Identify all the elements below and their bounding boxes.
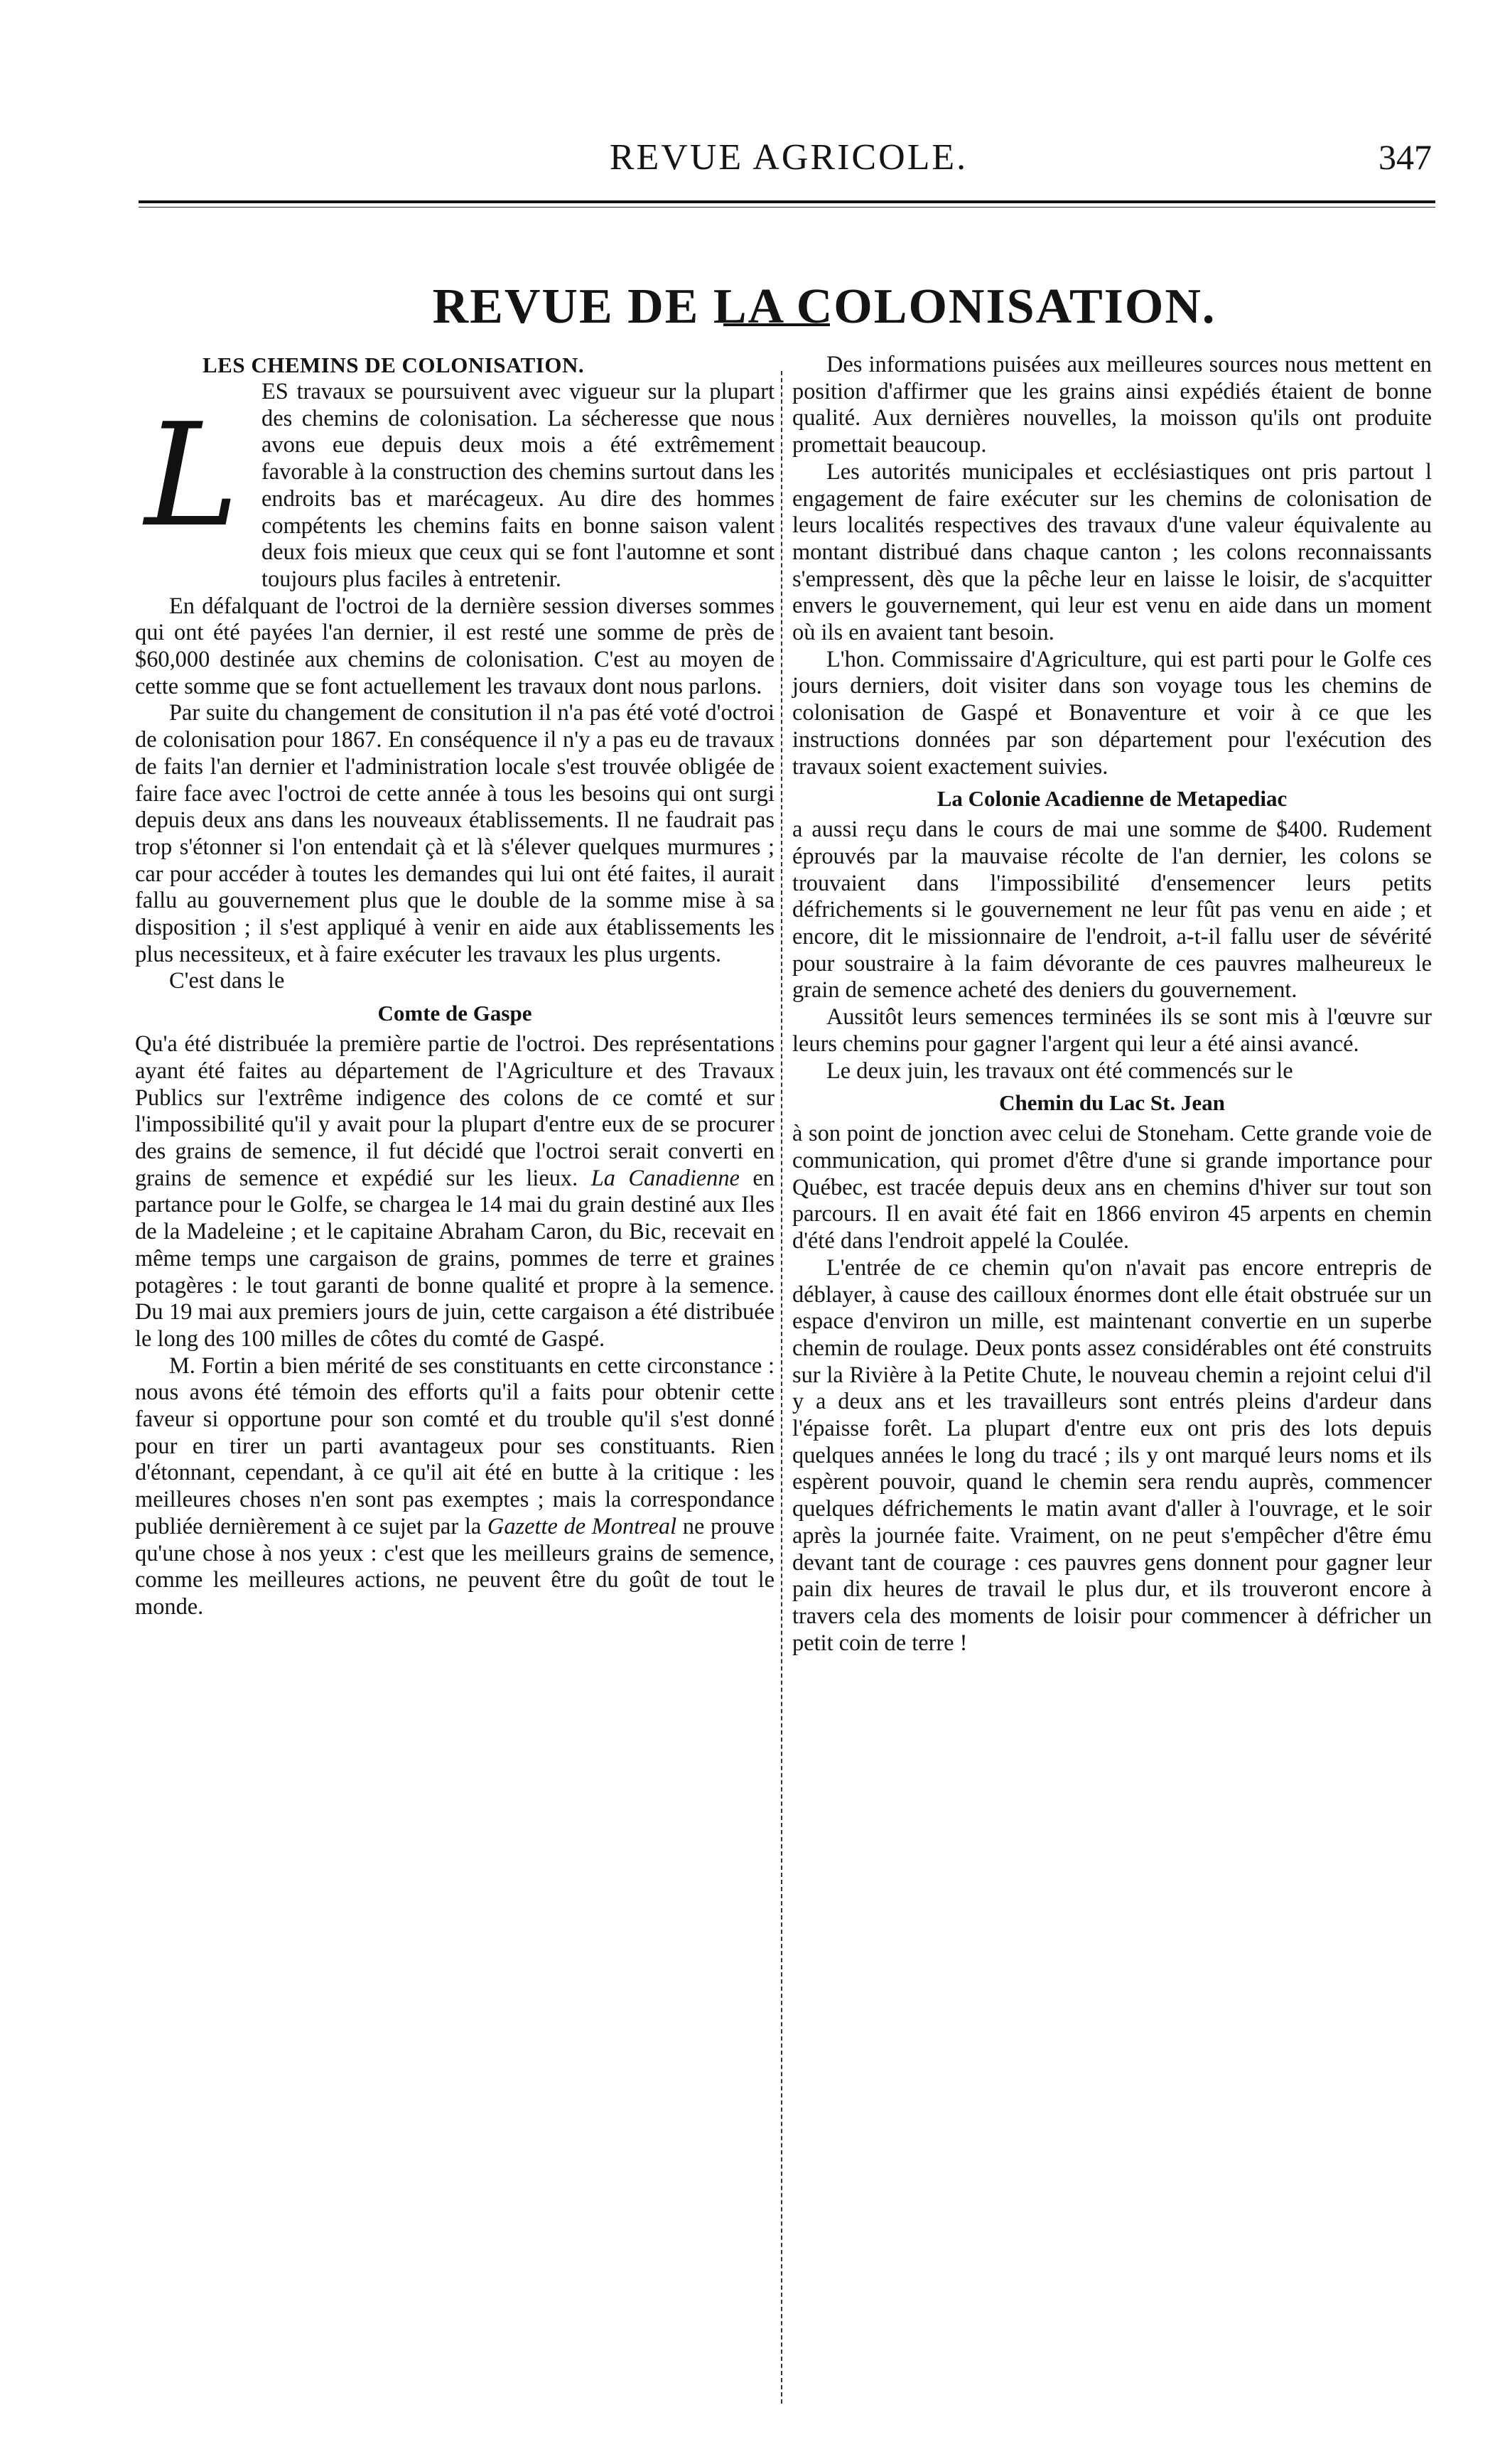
right-paragraph-6: Le deux juin, les travaux ont été commencés sur le	[826, 1058, 1293, 1084]
opening-paragraph: ES travaux se poursuivent avec vigueur sur la plupart des chemins de colonisation. La sécheresse que nous avons eue depuis deux mois a été extrêmement favorable à la construction des chemins surtout dans les endroits bas et marécageux. Au dire des hommes compétents les chemins faits en bonne saison valent deux fois mieux que ceux qui se font l'automne et sont toujours plus faciles à entretenir.	[261, 379, 775, 592]
left-paragraph-5	[135, 1031, 775, 1352]
left-column	[135, 352, 775, 1621]
ship-name: La Canadienne	[590, 1165, 740, 1191]
title-rule	[723, 323, 830, 326]
ornamental-drop-cap: L	[144, 393, 239, 559]
column-divider	[781, 371, 782, 2404]
left-paragraph-6-continuation: ne prouve qu'une chose à nos yeux : c'est que les meilleurs grains de semence, comme les meilleures actions, ne peuvent être du goût de tout le monde.	[135, 1513, 775, 1620]
subheading-colonie-acadienne: La Colonie Acadienne de Metapediac	[937, 786, 1288, 812]
header-rule	[139, 200, 1435, 203]
page-header	[146, 135, 1432, 199]
right-paragraph-5: Aussitôt leurs semences terminées ils se sont mis à l'œuvre sur leurs chemins pour gagner l'argent qui leur a été ainsi avancé.	[792, 1004, 1432, 1057]
section-title: REVUE DE LA COLONISATION.	[432, 279, 1216, 334]
newspaper-name: Gazette de Montreal	[487, 1513, 677, 1539]
right-paragraph-8: L'entrée de ce chemin qu'on n'avait pas encore entrepris de déblayer, à cause des cailloux énormes dont elle était obstruée sur un espace d'environ un mille, est maintenant convertie en un superbe chemin de roulage. Deux ponts assez considérables ont été construits sur la Rivière à la Petite Chute, le nouveau chemin a rejoint celui d'il y a deux ans et les travailleurs sont entrés pleins d'ardeur dans l'épaisse forêt. La plupart d'entre eux ont pris des lots depuis quelques années le long du tracé ; ils y ont marqué leurs noms et ils espèrent pouvoir, quand le chemin sera rendu auprès, commencer quelques défrichements le matin avant d'aller à l'ouvrage, et le soir après la journée faite. Vraiment, on ne peut s'empêcher d'être ému devant tant de courage : ces pauvres gens donnent pour gagner leur pain dix heures de travail le plus dur, et ils trouveront encore à travers cela des moments de loisir pour commencer à défricher un petit coin de terre !	[792, 1254, 1432, 1656]
right-paragraph-3: L'hon. Commissaire d'Agriculture, qui est parti pour le Golfe ces jours derniers, doit visiter dans son voyage tous les chemins de colonisation de Gaspé et Bonaventure et voir à ce que les instructions données par son département pour l'exécution des travaux soient exactement suivies.	[792, 646, 1432, 780]
right-paragraph-1: Des informations puisées aux meilleures sources nous mettent en position d'affirmer que les grains ainsi expédiés étaient de bonne qualité. Aux dernières nouvelles, la moisson qu'ils ont produite promettait beaucoup.	[792, 352, 1432, 458]
left-paragraph-3: Par suite du changement de consitution il n'a pas été voté d'octroi de colonisation pour 1867. En conséquence il n'y a pas eu de travaux de faits l'an dernier et l'administration locale s'est trouvée obligée de faire face avec l'octroi de cette année à tous les besoins qui ont surgi depuis deux ans dans les nouveaux établissements. Il ne faudrait pas trop s'étonner si l'on entendait çà et là s'élever quelques murmures ; car pour accéder à toutes les demandes qui lui ont été faites, il aurait fallu au gouvernement plus que le double de la somme mise à sa disposition ; il s'est appliqué à venir en aide aux établissements les plus necessiteux, et à faire exécuter les travaux les plus urgents.	[135, 700, 775, 967]
right-paragraph-7: à son point de jonction avec celui de Stoneham. Cette grande voie de communication, qui promet d'être d'une si grande importance pour Québec, est tracée depuis deux ans en chemins d'hiver sur tout son parcours. Il en avait été fait en 1866 environ 45 arpents en chemin d'été dans l'endroit appelé la Coulée.	[792, 1121, 1432, 1254]
subheading-chemin-du-lac-st-jean: Chemin du Lac St. Jean	[999, 1090, 1225, 1116]
header-rule-secondary	[139, 207, 1435, 208]
left-paragraph-6	[135, 1353, 775, 1621]
right-column	[792, 352, 1432, 1657]
right-paragraph-2: Les autorités municipales et ecclésiastiques ont pris partout l engagement de faire exécuter sur les chemins de colonisation de leurs localités respectives des travaux d'une valeur équivalente au montant distribué dans chaque canton ; les colons reconnaissants s'empressent, dès que la pêche leur en laisse le loisir, de s'acquitter envers le gouvernement, qui leur est venu en aide dans un moment où ils en avaient tant besoin.	[792, 458, 1432, 646]
right-paragraph-4: a aussi reçu dans le cours de mai une somme de $400. Rudement éprouvés par la mauvaise récolte de l'an dernier, les colons se trouvaient dans l'impossibilité d'ensemencer leurs petits défrichements si le gouvernement ne leur fût pas venu en aide ; et encore, dit le missionnaire de l'endroit, a-t-il fallu user de sévérité pour soustraire à la faim dévorante de ces pauvres malheureux le grain de semence acheté des deniers du gouvernement.	[792, 817, 1432, 1004]
subheading-comte-de-gaspe: Comte de Gaspe	[377, 1001, 532, 1026]
left-paragraph-2: En défalquant de l'octroi de la dernière session diverses sommes qui ont été payées l'an dernier, il est resté une somme de près de $60,000 destinée aux chemins de colonisation. C'est au moyen de cette somme que se font actuellement les travaux dont nous parlons.	[135, 593, 775, 699]
left-paragraph-4: C'est dans le	[169, 968, 285, 994]
running-title: REVUE AGRICOLE.	[609, 137, 968, 178]
left-paragraph-5-continuation: en partance pour le Golfe, se chargea le 14 mai du grain destiné aux Iles de la Madeleine ; et le capitaine Abraham Caron, du Bic, recevait en même temps une cargaison de grains, pommes de terre et graines potagères : le tout garanti de bonne qualité et propre à la semence. Du 19 mai aux premiers jours de juin, cette cargaison a été distribuée le long des 100 milles de côtes du comté de Gaspé.	[135, 1165, 775, 1352]
page-number: 347	[1378, 137, 1432, 177]
left-paragraph-6-text: M. Fortin a bien mérité de ses constituants en cette circonstance : nous avons été témoin des efforts qu'il a faits pour obtenir cette faveur si opportune pour son comté et du trouble qu'il s'est donné pour en tirer un parti avantageux pour ses constituants. Rien d'étonnant, cependant, à ce qu'il ait été en butte à la critique : les meilleures choses n'en sont pas exemptes ; mais la correspondance publiée dernièrement à ce sujet par la	[135, 1352, 775, 1539]
left-paragraph-5-text: Qu'a été distribuée la première partie de l'octroi. Des représentations ayant été faites au département de l'Agriculture et des Travaux Publics sur l'extrême indigence des colons de ce comté et sur l'impossibilité qu'il y avait pour la plupart d'entre eux de se procurer des grains de semence, il fut décidé que l'octroi serait converti en grains de semence et expédié sur les lieux.	[135, 1031, 775, 1191]
article-heading: LES CHEMINS DE COLONISATION.	[203, 353, 585, 377]
